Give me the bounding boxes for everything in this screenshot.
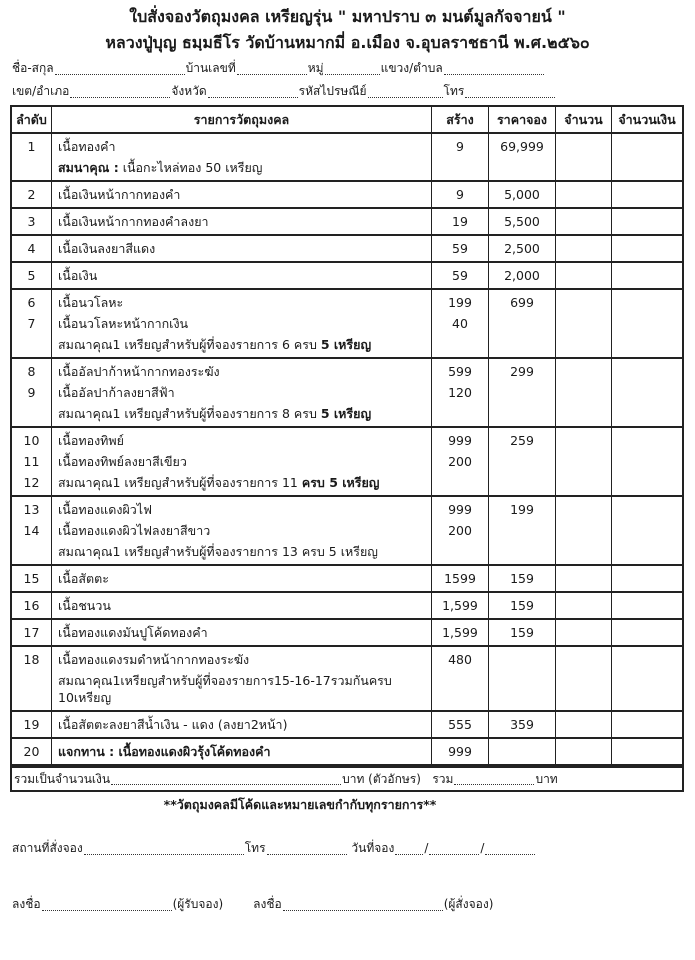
item-name-text: สมณาคุณ1 เหรียญสำหรับผู้ที่จองรายการ 8 ครบ (58, 406, 321, 421)
cell-amount[interactable] (612, 670, 682, 710)
item-price (489, 382, 556, 403)
item-price: 199 (489, 497, 556, 520)
table-row (12, 428, 682, 497)
item-name-text: เนื้อกะไหล่ทอง 50 เหรียญ (118, 160, 263, 175)
item-price (489, 670, 556, 710)
col-header-qty: จำนวน (556, 107, 612, 132)
item-name (52, 428, 432, 451)
cell-qty[interactable] (556, 670, 612, 710)
item-price: 5,500 (489, 209, 556, 234)
item-price: 2,500 (489, 236, 556, 261)
item-built: 480 (432, 647, 489, 670)
cell-qty[interactable] (556, 712, 612, 737)
item-price (489, 451, 556, 472)
moo-field[interactable] (325, 60, 380, 75)
item-price (489, 647, 556, 670)
table-row (12, 236, 682, 263)
item-name (52, 670, 432, 710)
district-field[interactable] (70, 83, 170, 98)
item-number (12, 334, 52, 357)
table-row (12, 134, 682, 182)
item-number: 7 (12, 313, 52, 334)
item-price (489, 334, 556, 357)
item-name (52, 263, 432, 288)
item-name-text: เนื้อทองคำ (58, 139, 116, 154)
phone-field[interactable] (465, 83, 555, 98)
postcode-field[interactable] (368, 83, 443, 98)
col-header-item: รายการวัตถุมงคล (52, 107, 432, 132)
item-number: 6 (12, 290, 52, 313)
item-price (489, 472, 556, 495)
total-words-field[interactable] (111, 770, 341, 785)
sum-field[interactable] (454, 770, 534, 785)
item-name-bold: สมนาคุณ : (58, 160, 119, 175)
cell-amount[interactable] (612, 182, 682, 207)
cell-qty[interactable] (556, 451, 612, 472)
cell-qty[interactable] (556, 647, 612, 670)
item-built: 1599 (432, 566, 489, 591)
cell-amount[interactable] (612, 451, 682, 472)
cell-amount[interactable] (612, 647, 682, 670)
sum-label: รวม (432, 772, 454, 786)
item-name-text: เนื้อทองทิพย์ (58, 433, 124, 448)
item-name-text: เนื้อทองแดงรมดำหน้ากากทองระฆัง (58, 652, 250, 667)
item-name (52, 134, 432, 157)
note: **วัตถุมงคลมีโค้ดและหมายเลขกำกับทุกรายการ** (163, 797, 437, 812)
table-body (12, 134, 682, 766)
item-number: 13 (12, 497, 52, 520)
item-number: 16 (12, 593, 52, 618)
house-no-field[interactable] (237, 60, 307, 75)
table-row (12, 739, 682, 766)
cell-qty[interactable] (556, 541, 612, 564)
customer-line-1 (12, 58, 685, 78)
item-price: 159 (489, 566, 556, 591)
cell-qty[interactable] (556, 263, 612, 288)
table-row (12, 647, 682, 712)
subdistrict-label: แขวง/ตำบล (380, 61, 443, 75)
table-row (12, 712, 682, 739)
cell-qty[interactable] (556, 290, 612, 313)
item-name-bold: แจกทาน : เนื้อทองแดงผิวรุ้งโค้ดทองคำ (58, 744, 271, 759)
postcode-label: รหัสไปรษณีย์ (298, 84, 367, 98)
cell-amount[interactable] (612, 236, 682, 261)
item-name (52, 712, 432, 737)
table-row (12, 263, 682, 290)
table-row (12, 593, 682, 620)
item-price: 2,000 (489, 263, 556, 288)
baht-words-label: บาท (ตัวอักษร) (342, 772, 421, 786)
item-name-text: เนื้อนวโลหะ (58, 295, 124, 310)
cell-qty[interactable] (556, 382, 612, 403)
item-name (52, 472, 432, 495)
item-built: 9 (432, 134, 489, 157)
table-header (12, 107, 682, 134)
col-header-amount: จำนวนเงิน (618, 112, 676, 127)
item-name (52, 520, 432, 541)
sign-orderer-label: ลงชื่อ (253, 897, 282, 911)
item-price (489, 313, 556, 334)
cell-amount[interactable] (612, 209, 682, 234)
cell-amount[interactable] (612, 428, 682, 451)
cell-qty[interactable] (556, 334, 612, 357)
item-name (52, 290, 432, 313)
item-name-text: สมณาคุณ1 เหรียญสำหรับผู้ที่จองรายการ 13 ครบ 5 เหรียญ (58, 544, 378, 559)
item-number: 9 (12, 382, 52, 403)
item-built: 120 (432, 382, 489, 403)
item-built: 599 (432, 359, 489, 382)
form-subtitle: หลวงปู่บุญ ธมฺมธีโร วัดบ้านหมากมี่ อ.เมือง จ.อุบลราชธานี พ.ศ.๒๕๖๐ (105, 33, 590, 52)
cell-amount[interactable] (612, 403, 682, 426)
item-name (52, 313, 432, 334)
item-built: 59 (432, 263, 489, 288)
orderer-label: (ผู้สั่งจอง) (443, 897, 494, 911)
item-built: 1,599 (432, 620, 489, 645)
col-header-no: ลำดับ (12, 107, 52, 132)
footer-line-1 (12, 838, 685, 858)
cell-qty[interactable] (556, 428, 612, 451)
cell-qty[interactable] (556, 236, 612, 261)
cell-qty[interactable] (556, 313, 612, 334)
cell-amount[interactable] (612, 566, 682, 591)
item-name-text: เนื้อทองแดงมันปูโค้ดทองคำ (58, 625, 208, 640)
phone-label: โทร (443, 84, 465, 98)
item-name (52, 620, 432, 645)
item-number: 4 (12, 236, 52, 261)
date-sep-2: / (480, 841, 485, 855)
item-built: 999 (432, 497, 489, 520)
table-row (12, 290, 682, 359)
item-price: 159 (489, 593, 556, 618)
item-built: 200 (432, 520, 489, 541)
item-name (52, 382, 432, 403)
form-title: ใบสั่งจองวัตถุมงคล เหรียญรุ่น " มหาปราบ ๓ มนต์มูลกัจจายน์ " (129, 7, 566, 26)
item-name-bold: 5 เหรียญ (320, 337, 372, 352)
total-label: รวมเป็นจำนวนเงิน (14, 772, 111, 786)
item-price: 699 (489, 290, 556, 313)
item-number: 20 (12, 739, 52, 764)
item-built: 59 (432, 236, 489, 261)
date-sep-1: / (424, 841, 429, 855)
item-name-text: เนื้อเงินหน้ากากทองคำ (58, 187, 181, 202)
cell-amount[interactable] (612, 739, 682, 764)
cell-amount[interactable] (612, 313, 682, 334)
item-name-text: สมณาคุณ1เหรียญสำหรับผู้ที่จองรายการ15-16-17รวมกันครบ 10เหรียญ (58, 673, 392, 705)
item-number: 8 (12, 359, 52, 382)
cell-amount[interactable] (612, 520, 682, 541)
customer-line-2 (12, 81, 685, 101)
item-price: 69,999 (489, 134, 556, 157)
item-number: 3 (12, 209, 52, 234)
cell-amount[interactable] (612, 382, 682, 403)
item-price: 159 (489, 620, 556, 645)
item-name (52, 403, 432, 426)
receiver-label: (ผู้รับจอง) (172, 897, 224, 911)
item-built: 1,599 (432, 593, 489, 618)
item-price: 299 (489, 359, 556, 382)
item-number: 5 (12, 263, 52, 288)
sign-receiver-label: ลงชื่อ (12, 897, 41, 911)
item-built: 40 (432, 313, 489, 334)
item-name (52, 451, 432, 472)
item-name-text: เนื้อเงิน (58, 268, 98, 283)
footer-phone-field[interactable] (267, 840, 347, 855)
item-price (489, 520, 556, 541)
table-row (12, 566, 682, 593)
table-row (12, 182, 682, 209)
cell-qty[interactable] (556, 620, 612, 645)
cell-qty[interactable] (556, 520, 612, 541)
cell-amount[interactable] (612, 157, 682, 180)
item-price (489, 403, 556, 426)
baht-label: บาท (535, 772, 558, 786)
cell-qty[interactable] (556, 472, 612, 495)
item-price: 259 (489, 428, 556, 451)
house-no-label: บ้านเลขที่ (185, 61, 236, 75)
item-name (52, 359, 432, 382)
receiver-signature-field[interactable] (42, 896, 172, 911)
cell-qty[interactable] (556, 403, 612, 426)
item-number: 18 (12, 647, 52, 670)
item-name-text: เนื้อทองทิพย์ลงยาสีเขียว (58, 454, 187, 469)
cell-amount[interactable] (612, 263, 682, 288)
item-name-text: เนื้อชนวน (58, 598, 111, 613)
item-built: 999 (432, 428, 489, 451)
province-label: จังหวัด (171, 84, 207, 98)
total-row (10, 766, 684, 792)
item-number: 15 (12, 566, 52, 591)
cell-amount[interactable] (612, 497, 682, 520)
date-label: วันที่จอง (351, 841, 395, 855)
cell-amount[interactable] (612, 620, 682, 645)
cell-amount[interactable] (612, 541, 682, 564)
district-label: เขต/อำเภอ (12, 84, 70, 98)
col-header-built: สร้าง (432, 107, 489, 132)
item-number: 19 (12, 712, 52, 737)
item-number: 2 (12, 182, 52, 207)
item-number: 14 (12, 520, 52, 541)
item-built (432, 334, 489, 357)
day-field[interactable] (395, 840, 423, 855)
item-name (52, 593, 432, 618)
year-field[interactable] (485, 840, 535, 855)
cell-amount[interactable] (612, 134, 682, 157)
item-number (12, 670, 52, 710)
moo-label: หมู่ (307, 61, 324, 75)
table-row (12, 497, 682, 566)
cell-qty[interactable] (556, 157, 612, 180)
item-name-text: สมณาคุณ1 เหรียญสำหรับผู้ที่จองรายการ 6 ครบ (58, 337, 321, 352)
item-built: 200 (432, 451, 489, 472)
item-name-text: เนื้ออัลปาก้าลงยาสีฟ้า (58, 385, 175, 400)
cell-amount[interactable] (612, 593, 682, 618)
item-built: 555 (432, 712, 489, 737)
item-number: 12 (12, 472, 52, 495)
item-name-text: เนื้อทองแดงผิวไฟ (58, 502, 152, 517)
item-number: 10 (12, 428, 52, 451)
place-field[interactable] (84, 840, 244, 855)
item-name-text: สมณาคุณ1 เหรียญสำหรับผู้ที่จองรายการ 11 (58, 475, 302, 490)
item-name (52, 157, 432, 180)
col-header-price: ราคาจอง (489, 107, 556, 132)
item-built: 199 (432, 290, 489, 313)
subdistrict-field[interactable] (444, 60, 544, 75)
item-name-text: เนื้อสัตตะ (58, 571, 109, 586)
item-name (52, 209, 432, 234)
item-built: 9 (432, 182, 489, 207)
name-field[interactable] (55, 60, 185, 75)
footer-line-2 (12, 894, 685, 914)
cell-qty[interactable] (556, 593, 612, 618)
item-name (52, 334, 432, 357)
item-built (432, 403, 489, 426)
item-name (52, 236, 432, 261)
item-price (489, 157, 556, 180)
order-table (10, 105, 684, 766)
item-name-text: เนื้อนวโลหะหน้ากากเงิน (58, 316, 189, 331)
cell-amount[interactable] (612, 712, 682, 737)
province-field[interactable] (208, 83, 298, 98)
item-number: 11 (12, 451, 52, 472)
item-price (489, 739, 556, 764)
item-name-bold: 5 เหรียญ (320, 406, 372, 421)
cell-amount[interactable] (612, 472, 682, 495)
item-name (52, 566, 432, 591)
item-name-text: เนื้ออัลปาก้าหน้ากากทองระฆัง (58, 364, 220, 379)
table-row (12, 359, 682, 428)
footer-phone-label: โทร (244, 841, 266, 855)
item-built (432, 157, 489, 180)
cell-qty[interactable] (556, 739, 612, 764)
item-built (432, 670, 489, 710)
item-name-bold: ครบ 5 เหรียญ (301, 475, 380, 490)
name-label: ชื่อ-สกุล (12, 61, 54, 75)
item-built: 999 (432, 739, 489, 764)
month-field[interactable] (429, 840, 479, 855)
item-name (52, 647, 432, 670)
item-price: 5,000 (489, 182, 556, 207)
cell-amount[interactable] (612, 359, 682, 382)
item-price: 359 (489, 712, 556, 737)
cell-qty[interactable] (556, 497, 612, 520)
table-row (12, 209, 682, 236)
cell-qty[interactable] (556, 359, 612, 382)
item-name (52, 541, 432, 564)
item-built (432, 472, 489, 495)
item-name-text: เนื้อเงินหน้ากากทองคำลงยา (58, 214, 209, 229)
cell-qty[interactable] (556, 566, 612, 591)
item-built (432, 541, 489, 564)
item-number: 17 (12, 620, 52, 645)
item-name-text: เนื้อเงินลงยาสีแดง (58, 241, 156, 256)
cell-qty[interactable] (556, 182, 612, 207)
item-number (12, 403, 52, 426)
item-name (52, 182, 432, 207)
item-number (12, 157, 52, 180)
orderer-signature-field[interactable] (283, 896, 443, 911)
cell-amount[interactable] (612, 334, 682, 357)
cell-qty[interactable] (556, 209, 612, 234)
item-name-text: เนื้อสัตตะลงยาสีน้ำเงิน - แดง (ลงยา2หน้า) (58, 717, 288, 732)
cell-amount[interactable] (612, 290, 682, 313)
item-price (489, 541, 556, 564)
item-name (52, 497, 432, 520)
table-row (12, 620, 682, 647)
item-built: 19 (432, 209, 489, 234)
place-label: สถานที่สั่งจอง (12, 841, 83, 855)
item-name (52, 739, 432, 764)
cell-qty[interactable] (556, 134, 612, 157)
item-name-text: เนื้อทองแดงผิวไฟลงยาสีขาว (58, 523, 211, 538)
item-number (12, 541, 52, 564)
item-number: 1 (12, 134, 52, 157)
